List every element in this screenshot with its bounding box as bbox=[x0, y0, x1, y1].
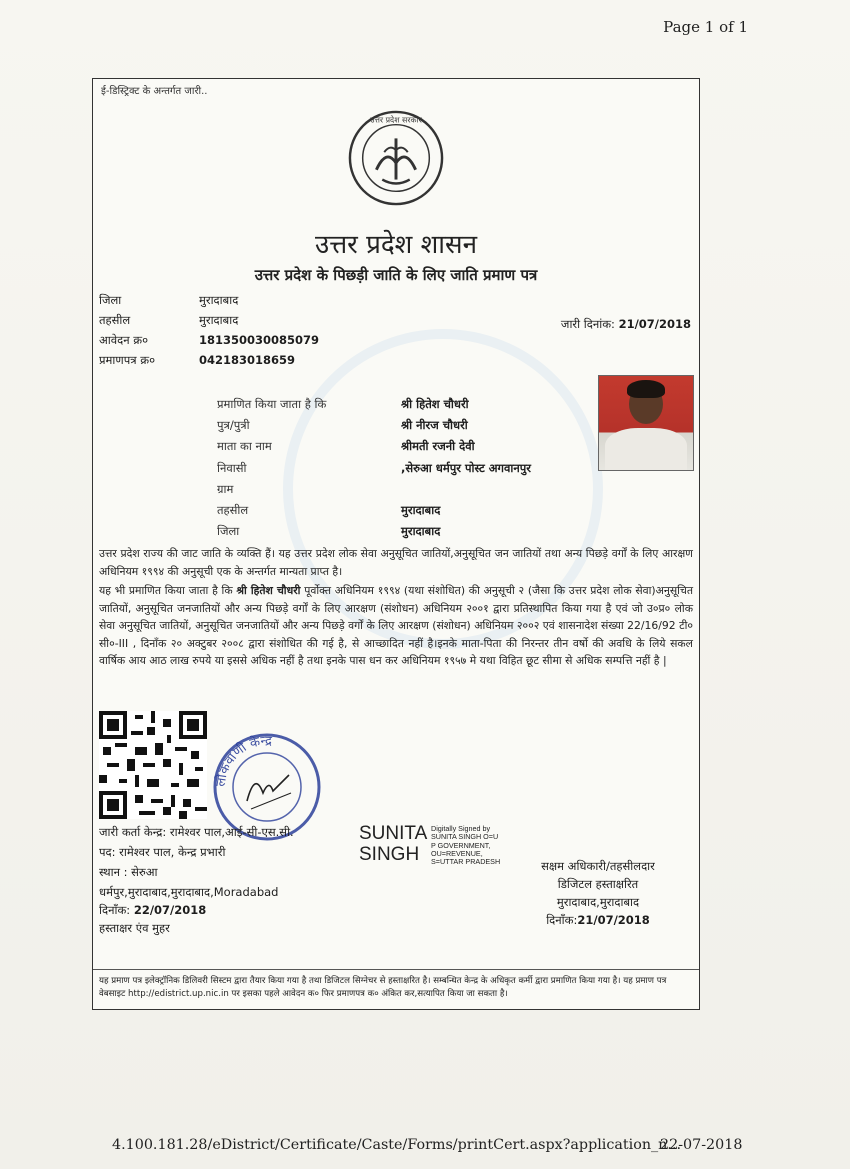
detail-label: माता का नाम bbox=[217, 439, 272, 453]
detail-label: निवासी bbox=[217, 461, 247, 475]
digital-signature-details: Digitally Signed by SUNITA SINGH O=U P GOVERNMENT, OU=REVENUE, S=UTTAR PRADESH bbox=[431, 824, 501, 867]
issuer-signature-label: हस्ताक्षर एंव मुहर bbox=[99, 921, 170, 935]
meta-label: जिला bbox=[99, 293, 122, 307]
signer-first-name: SUNITA bbox=[359, 823, 428, 844]
issuer-date: दिनाँक: 22/07/2018 bbox=[99, 903, 207, 917]
applicant-name: श्री हितेश चौधरी bbox=[401, 397, 469, 411]
certificate-title: उत्तर प्रदेश शासन bbox=[314, 230, 478, 260]
issue-date: जारी दिनांक: 21/07/2018 bbox=[560, 317, 691, 331]
detail-label: पुत्र/पुत्री bbox=[217, 418, 250, 432]
detail-label: जिला bbox=[217, 524, 240, 538]
issuing-center: जारी कर्ता केन्द्र: रामेश्वर पाल,आई-सी-एस.सी. bbox=[99, 825, 294, 839]
caste-certificate bbox=[92, 78, 700, 1010]
authority-designation: सक्षम अधिकारी/तहसीलदार bbox=[541, 859, 655, 873]
print-page-number: Page 1 of 1 bbox=[663, 18, 748, 36]
mother-name: श्रीमती रजनी देवी bbox=[401, 439, 475, 453]
meta-label: तहसील bbox=[99, 313, 131, 327]
issuer-address: धर्मपुर,मुरादाबाद,मुरादाबाद,Moradabad bbox=[99, 885, 279, 899]
certificate-number: 042183018659 bbox=[199, 353, 296, 367]
print-date: 22-07-2018 bbox=[660, 1137, 743, 1153]
meta-value: मुरादाबाद bbox=[199, 293, 239, 307]
verification-note: यह प्रमाण पत्र इलेक्ट्रॉनिक डिलिवरी सिस्टम द्वारा तैयार किया गया है तथा डिजिटल सिग्नेचर से हस्ताक्षरित है। सम्बन्धित केन्द्र के अधिकृत कर्मी द्वारा प्रमाणित किया गया है। यह प्रमाण पत्र वेबसाइट http://edistrict.up.nic.in पर इसका पहले आवेदन क० फिर प्रमाणपत्र क० अंकित कर,सत्यापित किया जा सकता है। bbox=[99, 976, 667, 1000]
detail-label: तहसील bbox=[217, 503, 249, 517]
meta-label: प्रमाणपत्र क्र० bbox=[99, 353, 156, 367]
authority-digital-signed: डिजिटल हस्ताक्षरित bbox=[557, 877, 639, 891]
authority-date: दिनाँक:21/07/2018 bbox=[546, 913, 650, 927]
issuer-post: पद: रामेश्वर पाल, केन्द्र प्रभारी bbox=[99, 845, 226, 859]
district: मुरादाबाद bbox=[401, 524, 441, 538]
tehsil: मुरादाबाद bbox=[401, 503, 441, 517]
applicant-photo bbox=[598, 375, 694, 471]
issuer-place: स्थान : सेरुआ bbox=[99, 865, 158, 879]
caste-statement: उत्तर प्रदेश राज्य की जाट जाति के व्यक्ति हैं। यह उत्तर प्रदेश लोक सेवा अनुसूचित जातियों,अनुसूचित जन जातियों तथा अन्य पिछड़े वर्गों के लिए आरक्षण अधिनियम १९९४ की अनुसूची एक के अन्तर्गत मान्यता प्राप्त है। bbox=[99, 547, 693, 578]
up-government-emblem-icon bbox=[347, 109, 445, 207]
detail-label: प्रमाणित किया जाता है कि bbox=[217, 397, 327, 411]
qr-code-icon bbox=[99, 711, 207, 819]
print-url: 4.100.181.28/eDistrict/Certificate/Caste/Forms/printCert.aspx?application_n... bbox=[112, 1137, 682, 1153]
edistrict-note: ई-डिस्ट्रिक्ट के अन्तर्गत जारी.. bbox=[101, 86, 208, 97]
authority-location: मुरादाबाद,मुरादाबाद bbox=[556, 895, 640, 909]
eligibility-statement: यह भी प्रमाणित किया जाता है कि श्री हितेश चौधरी पूर्वोक्त अधिनियम १९९४ (यथा संशोधित) की अनुसूची २ (जैसा कि उत्तर प्रदेश लोक सेवा)अनुसूचित जातियों, अनुसूचित जनजातियों और अन्य पिछड़े वर्गों के लिए आरक्षण (संशोधन) अधिनियम २००१ द्वारा प्रतिस्थापित किया गया है एवं जो उ०प्र० लोक सेवा अनुसूचित जातियों, अनुसूचित जनजातियों और अन्य पिछड़े वर्गों के लिए आरक्षण (संशोधन) अधिनियम २००२ एवं शासनादेश संख्या 22/16/92 टी० सी०-III , दिनाँक २० अक्टुबर २००८ द्वारा संशोधित की गई है, से आच्छादित नहीं है।इनके माता-पिता की निरन्तर तीन वर्षो की अवधि के लिये सकल वार्षिक आय आठ लाख रुपये या इससे अधिक नहीं है तथा इनके पास धन कर अधिनियम १९५७ मे यथा विहित छूट सीमा से अधिक सम्पत्ति नहीं है | bbox=[99, 584, 693, 668]
emblem-text: उत्तर प्रदेश सरकार bbox=[370, 115, 422, 125]
meta-label: आवेदन क्र० bbox=[99, 333, 149, 347]
stamp-text: लोकवाणी केन्द्र bbox=[213, 733, 273, 788]
signer-last-name: SINGH bbox=[359, 844, 420, 865]
meta-value: मुरादाबाद bbox=[199, 313, 239, 327]
footer-divider bbox=[93, 969, 699, 970]
father-name: श्री नीरज चौधरी bbox=[401, 418, 468, 432]
certificate-subtitle: उत्तर प्रदेश के पिछड़ी जाति के लिए जाति प्रमाण पत्र bbox=[254, 266, 538, 284]
detail-label: ग्राम bbox=[217, 482, 234, 496]
application-number: 181350030085079 bbox=[199, 333, 320, 347]
resident-address: ,सेरुआ धर्मपुर पोस्ट अगवानपुर bbox=[401, 461, 531, 475]
